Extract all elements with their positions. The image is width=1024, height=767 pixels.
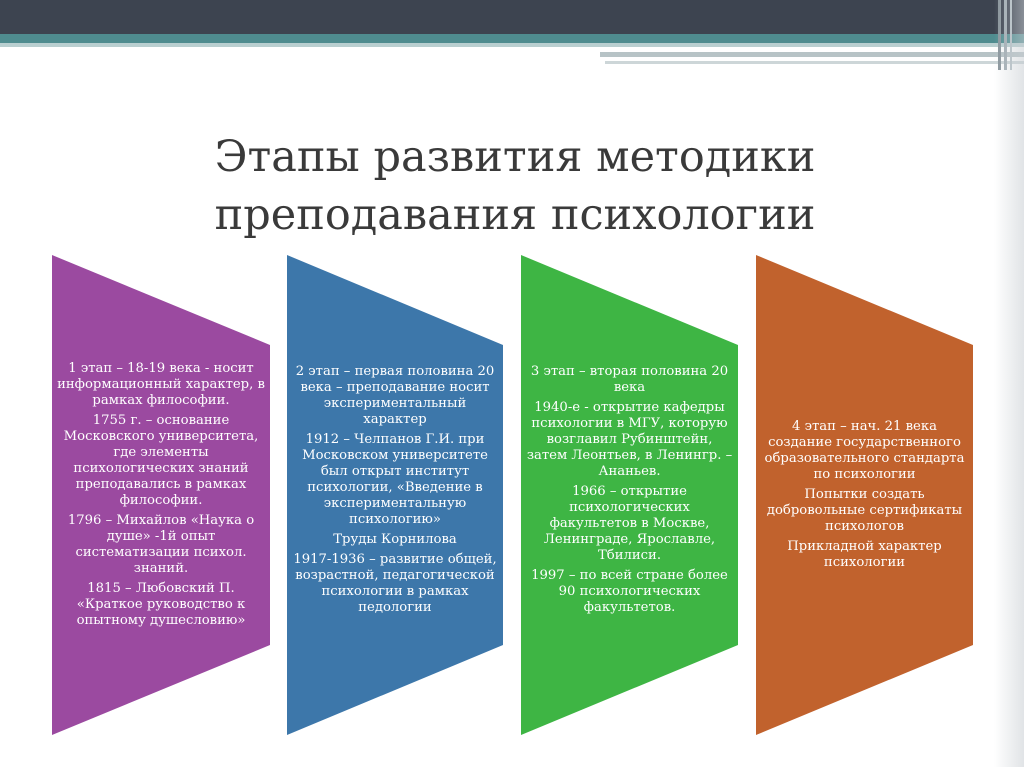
stage-1-paragraph: 1 этап – 18-19 века - носит информационный характер, в рамках философии. <box>57 361 265 408</box>
title-line-2: преподавания психологии <box>214 190 816 240</box>
stage-1-text <box>56 345 266 645</box>
stage-4-text <box>760 345 969 645</box>
stage-1-paragraph: 1796 – Михайлов «Наука о душе» -1й опыт систематизации психол. знаний. <box>67 513 255 576</box>
stage-3-paragraph: 1940-е - открытие кафедры психологии в МГУ, которую возглавил Рубинштейн, затем Леонтьев, в Ленингр. – Ананьев. <box>526 400 733 479</box>
stage-2-text <box>291 345 499 635</box>
stage-2-paragraph: Труды Корнилова <box>333 532 457 547</box>
stage-1-paragraph: 1815 – Любовский П. «Краткое руководство к опытному душесловию» <box>76 581 246 628</box>
stage-2-paragraph: 1917-1936 – развитие общей, возрастной, педагогической психологии в рамках педологии <box>293 552 497 615</box>
stage-4-paragraph: Прикладной характер психологии <box>787 539 942 570</box>
stage-3-paragraph: 1966 – открытие психологических факультетов в Москве, Ленинграде, Ярославле, Тбилиси. <box>543 484 716 563</box>
stage-4-paragraph: Попытки создать добровольные сертификаты психологов <box>766 487 963 534</box>
stage-1-paragraph: 1755 г. – основание Московского университета, где элементы психологических знаний преподавались в рамках философии. <box>63 413 259 508</box>
stage-3-text <box>525 345 734 635</box>
stage-3-paragraph: 1997 – по всей стране более 90 психологических факультетов. <box>531 568 728 615</box>
stage-4-paragraph: 4 этап – нач. 21 века создание государственного образовательного стандарта по психологии <box>764 419 965 482</box>
title-line-1: Этапы развития методики <box>214 132 816 182</box>
stage-2-paragraph: 1912 – Челпанов Г.И. при Московском университете был открыт институт психологии, «Введение в экспериментальную психологию» <box>302 432 488 527</box>
stage-2-paragraph: 2 этап – первая половина 20 века – преподавание носит экспериментальный характер <box>295 364 495 427</box>
stage-3-paragraph: 3 этап – вторая половина 20 века <box>530 364 729 395</box>
